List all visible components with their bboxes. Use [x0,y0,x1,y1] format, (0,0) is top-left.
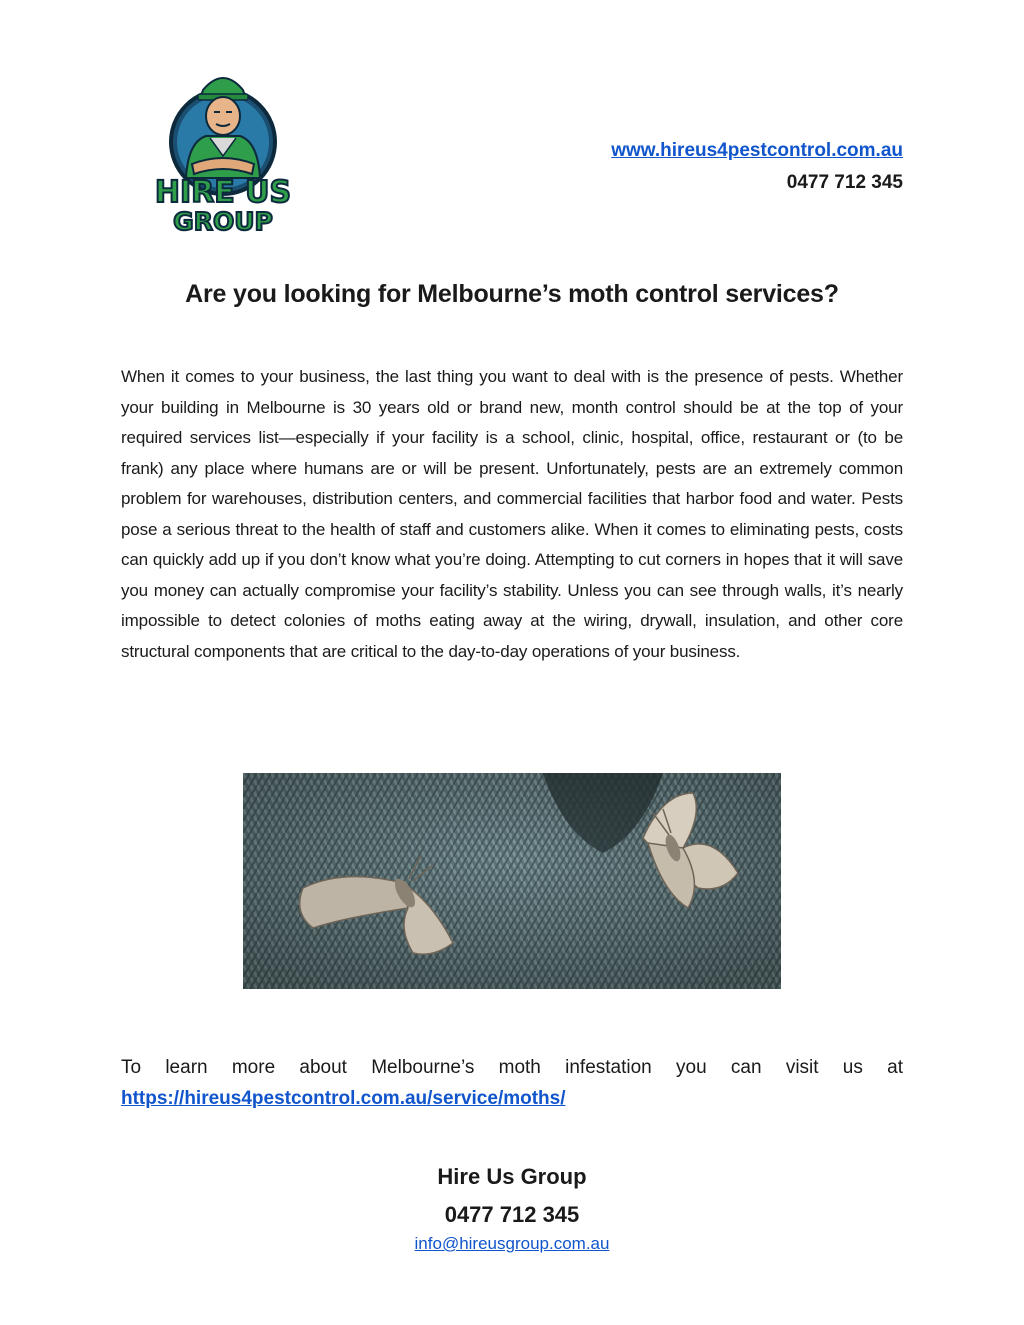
hire-us-group-logo [148,60,298,238]
page-title: Are you looking for Melbourne’s moth control services? [185,280,839,308]
footer-contact [0,1160,1024,1254]
footer-email-link[interactable]: info@hireusgroup.com.au [414,1234,610,1253]
website-link[interactable]: www.hireus4pestcontrol.com.au [611,140,903,161]
learn-more-paragraph [121,1052,903,1114]
moths-service-link[interactable]: https://hireus4pestcontrol.com.au/service/moths/ [121,1088,566,1109]
footer-company-name: Hire Us Group [437,1164,587,1189]
moths-photo [243,773,781,989]
learn-more-text: To learn more about Melbourne’s moth infestation you can visit us at [121,1057,903,1078]
footer-phone: 0477 712 345 [444,1202,580,1227]
svg-text:HIRE US: HIRE US [154,175,292,210]
body-paragraph: When it comes to your business, the last thing you want to deal with is the presence of pests. Whether your building in Melbourne is 30 years old or brand new, month control should be at the top of your required services list—especially if your facility is a school, clinic, hospital, office, restaurant or (to be frank) any place where humans are or will be present. Unfortunately, pests are an extremely common problem for warehouses, distribution centers, and commercial facilities that harbor food and water. Pests pose a serious threat to the health of staff and customers alike. When it comes to eliminating pests, costs can quickly add up if you don’t know what you’re doing. Attempting to cut corners in hopes that it will save you money can actually compromise your facility’s stability. Unless you can see through walls, it’s nearly impossible to detect colonies of moths eating away at the wiring, drywall, insulation, and other core structural components that are critical to the day-to-day operations of your business. [121,367,903,661]
svg-text:GROUP: GROUP [173,207,273,236]
header-phone: 0477 712 345 [786,172,903,193]
header-contact [611,136,903,198]
